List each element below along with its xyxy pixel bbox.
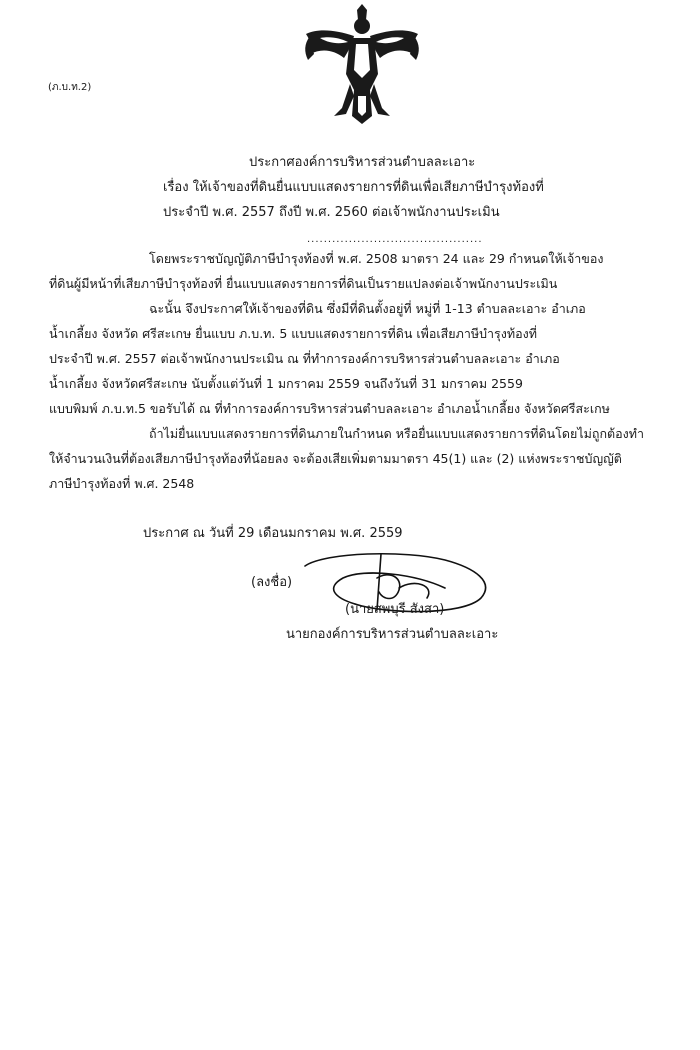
announcement-date: ประกาศ ณ วันที่ 29 เดือนมกราคม พ.ศ. 2559 xyxy=(143,526,403,541)
signer-title: นายกองค์การบริหารส่วนตำบลละเอาะ xyxy=(286,627,499,642)
paragraph-line: แบบพิมพ์ ภ.บ.ท.5 ขอรับได้ ณ ที่ทำการองค์การบริหารส่วนตำบลละเอาะ อำเภอน้ำเกลี้ยง จังหวัดศรีสะเกษ xyxy=(49,401,610,416)
announcement-title: ประกาศองค์การบริหารส่วนตำบลละเอาะ xyxy=(249,155,476,170)
paragraph-line: ฉะนั้น จึงประกาศให้เจ้าของที่ดิน ซึ่งมีที่ดินตั้งอยู่ที่ หมู่ที่ 1-13 ตำบลละเอาะ อำเภอ xyxy=(149,301,586,316)
sign-label: (ลงชื่อ) xyxy=(251,575,293,590)
subject-line: เรื่อง ให้เจ้าของที่ดินยื่นแบบแสดงรายการที่ดินเพื่อเสียภาษีบำรุงท้องที่ xyxy=(163,180,544,195)
paragraph-line: โดยพระราชบัญญัติภาษีบำรุงท้องที่ พ.ศ. 2508 มาตรา 24 และ 29 กำหนดให้เจ้าของ xyxy=(149,251,604,266)
paragraph-line: ให้จำนวนเงินที่ต้องเสียภาษีบำรุงท้องที่น้อยลง จะต้องเสียเพิ่มตามมาตรา 45(1) และ (2) แห่งพระราชบัญญัติ xyxy=(49,451,622,466)
garuda-emblem-icon xyxy=(300,4,424,126)
paragraph-line: ประจำปี พ.ศ. 2557 ต่อเจ้าพนักงานประเมิน ณ ที่ทำการองค์การบริหารส่วนตำบลละเอาะ อำเภอ xyxy=(49,351,560,366)
form-code: (ภ.บ.ท.2) xyxy=(48,82,92,93)
subject-period-line: ประจำปี พ.ศ. 2557 ถึงปี พ.ศ. 2560 ต่อเจ้าพนักงานประเมิน xyxy=(163,205,500,220)
paragraph-line: ที่ดินผู้มีหน้าที่เสียภาษีบำรุงท้องที่ ยื่นแบบแสดงรายการที่ดินเป็นรายแปลงต่อเจ้าพนักงานประเมิน xyxy=(49,276,558,291)
signer-name: (นายสพบุรี สังสา) xyxy=(345,602,445,617)
separator-dots: .......................................... xyxy=(307,234,483,245)
paragraph-line: น้ำเกลี้ยง จังหวัดศรีสะเกษ นับตั้งแต่วันที่ 1 มกราคม 2559 จนถึงวันที่ 31 มกราคม 2559 xyxy=(49,376,523,391)
paragraph-line: ถ้าไม่ยื่นแบบแสดงรายการที่ดินภายในกำหนด หรือยื่นแบบแสดงรายการที่ดินโดยไม่ถูกต้องทำ xyxy=(149,426,645,441)
paragraph-line: ภาษีบำรุงท้องที่ พ.ศ. 2548 xyxy=(49,476,195,491)
paragraph-line: น้ำเกลี้ยง จังหวัด ศรีสะเกษ ยื่นแบบ ภ.บ.ท. 5 แบบแสดงรายการที่ดิน เพื่อเสียภาษีบำรุงท้องที่ xyxy=(49,326,537,341)
